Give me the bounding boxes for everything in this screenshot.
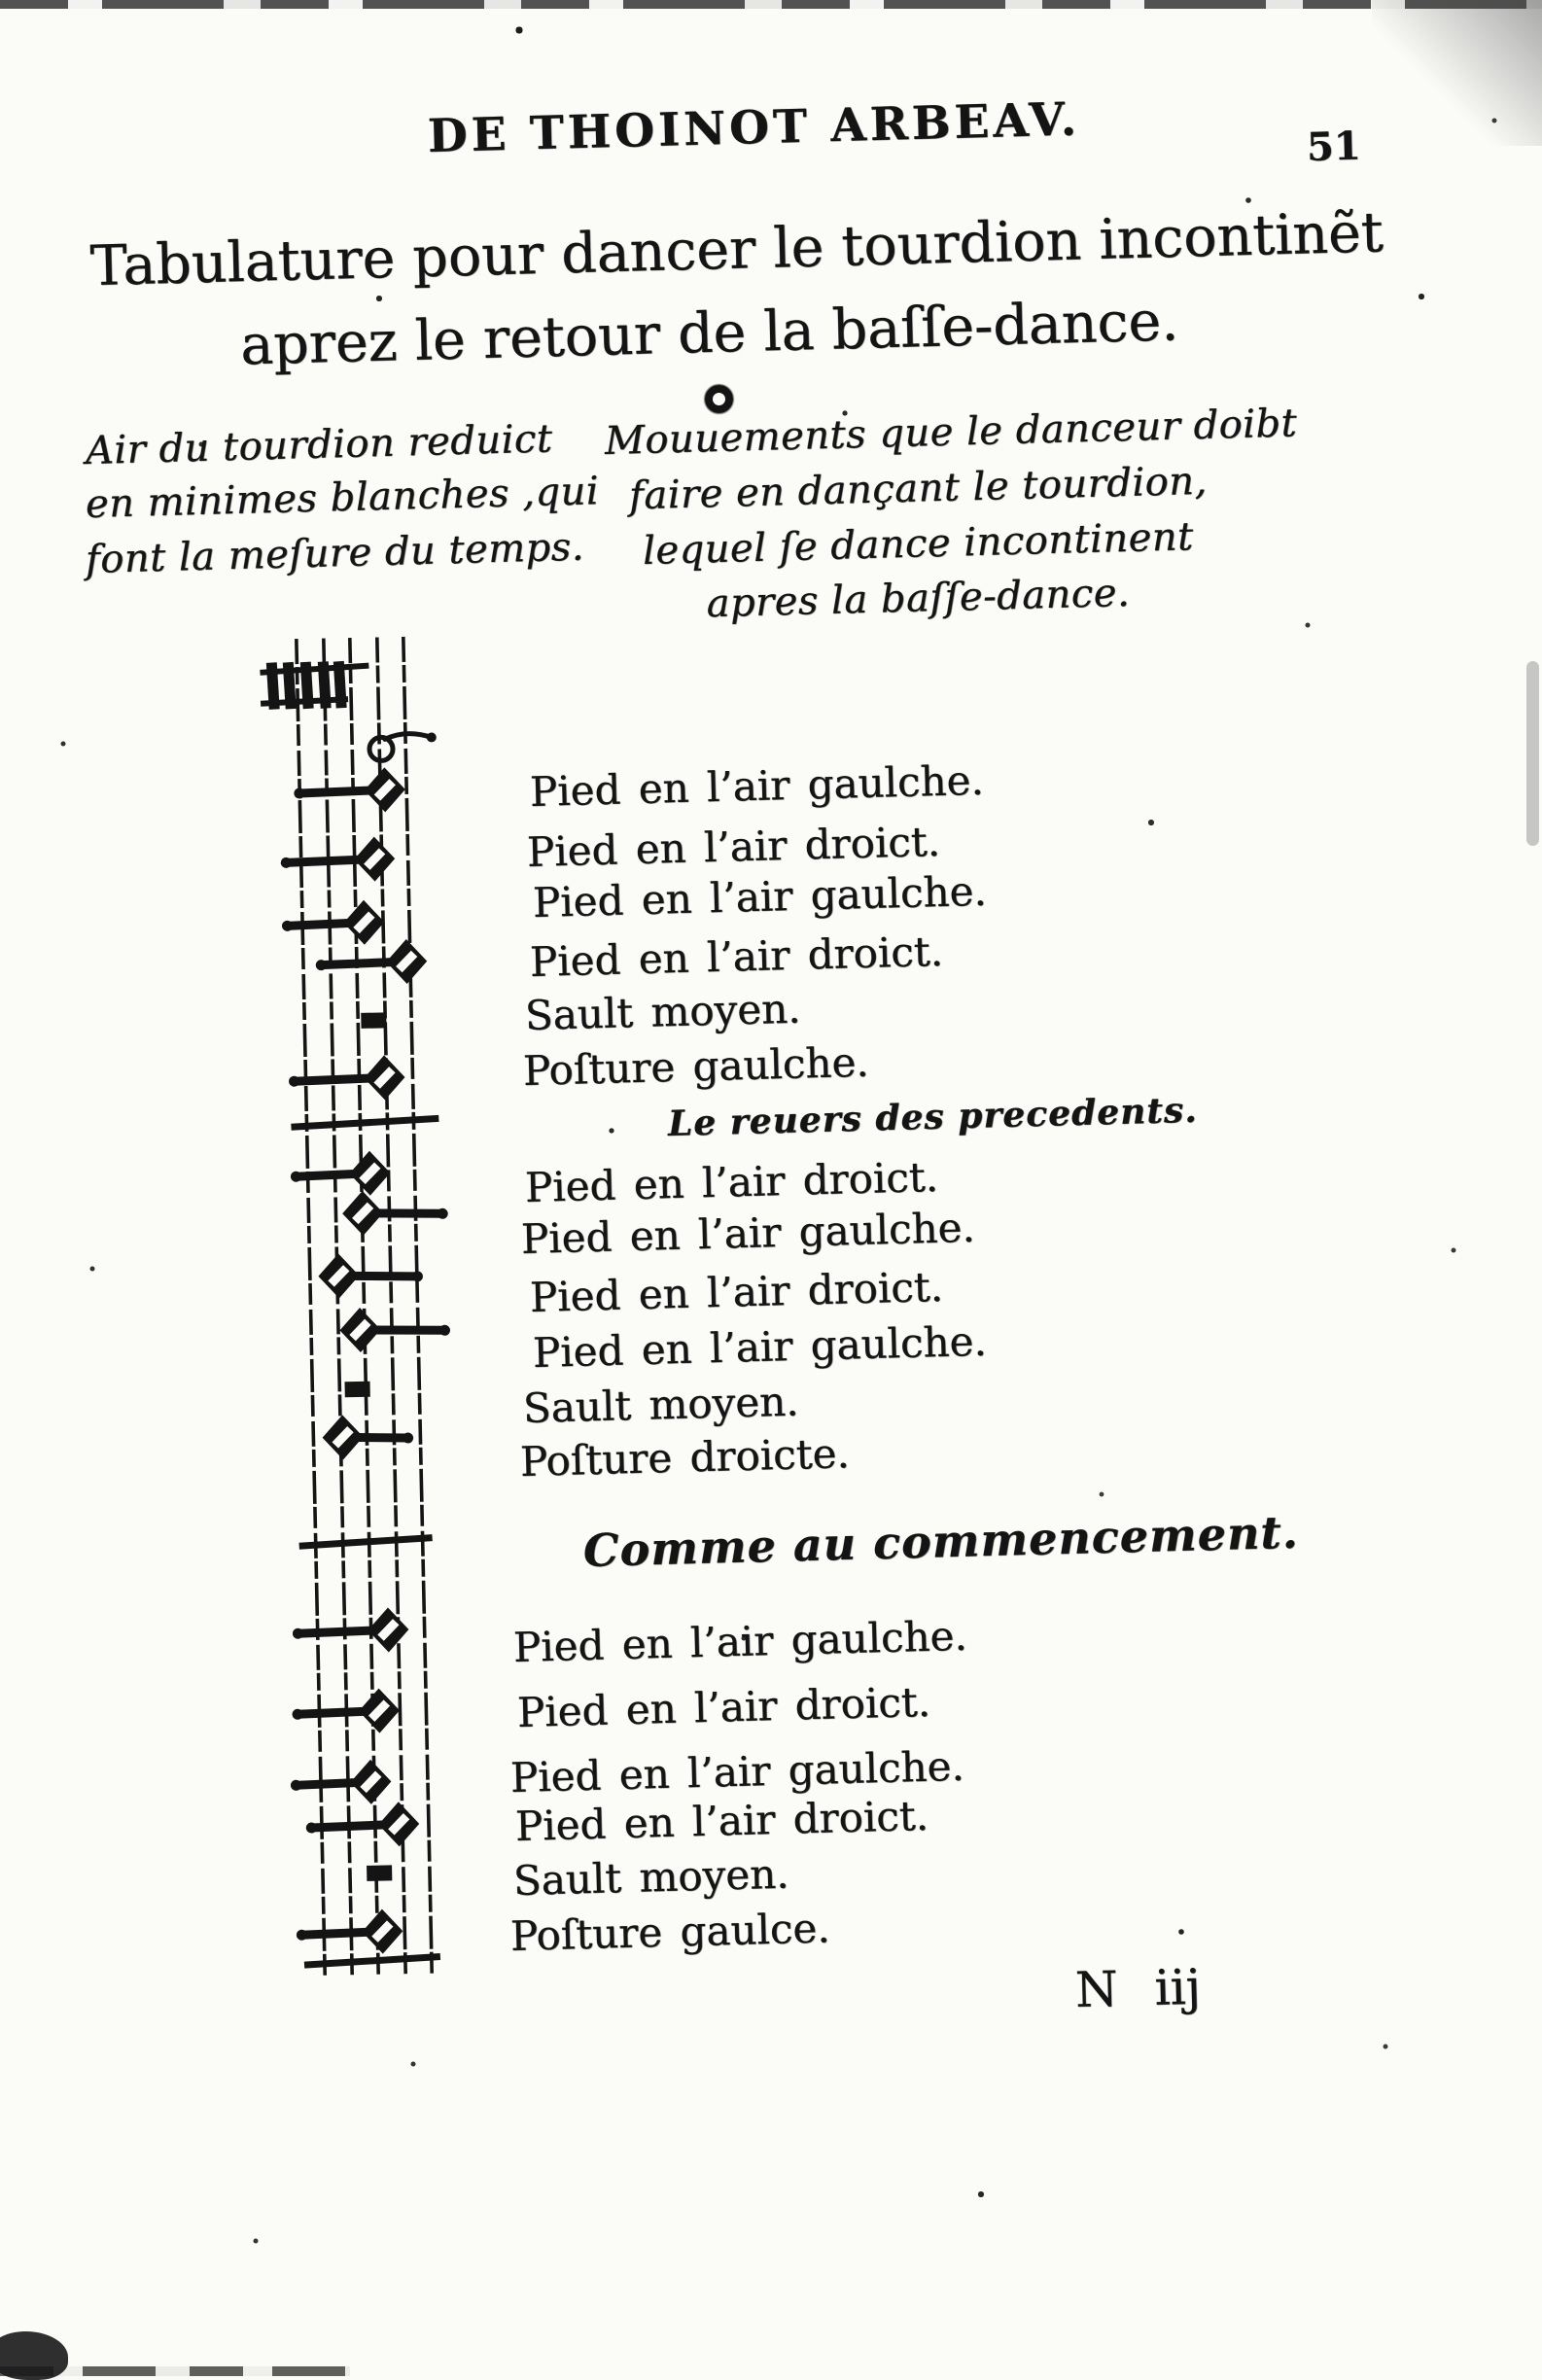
step-line: Pied en l’air droict. [529,927,944,986]
scan-right-edge-mark [1526,661,1539,846]
music-tabulature-staff [247,609,468,2003]
page-title-line-2: aprez le retour de la baſſe-dance. [239,289,1180,378]
column-left-line: Air du tourdion reduict [85,416,553,473]
column-left-line: en minimes blanches ,qui [85,469,600,527]
step-line: Pied en l’air droict. [516,1677,931,1736]
column-right-line: Mouuements que le danceur doibt [604,401,1298,464]
minim-rest [361,1012,386,1028]
step-line: Pied en l’air gaulche. [532,866,988,927]
step-line: Pied en l’air droict. [526,817,941,876]
signature-block-bar [338,661,341,708]
step-line: Pied en l’air droict. [514,1791,929,1850]
signature-block-bar [305,662,308,709]
column-right-line: faire en dançant le tourdion, [628,458,1209,519]
reprise-heading: Le reuers des precedents. [667,1089,1199,1144]
signature-block-bar [323,662,326,709]
step-line: Pied en l’air gaulche. [529,755,985,816]
step-line: Pied en l’air droict. [524,1152,939,1211]
signature-block-bar [271,663,274,710]
step-line: Pied en l’air droict. [529,1262,944,1321]
scan-corner-smudge [1372,0,1542,146]
step-line: Poſture droicte. [519,1429,851,1486]
reprise-heading: Comme au commencement. [582,1505,1300,1577]
step-line: Pied en l’air gaulche. [512,1611,968,1671]
step-line: Sault moyen. [522,1377,800,1432]
step-line: Poſture gaulche. [522,1037,870,1095]
column-right-line: lequel ſe dance incontinent [642,514,1195,574]
step-line: Pied en l’air gaulche. [520,1203,976,1263]
minim-rest [345,1382,370,1397]
step-line: Poſture gaulce. [509,1904,831,1960]
barline [299,1538,433,1547]
staff-line [403,637,432,1975]
gathering-signature-mark: N iij [1074,1958,1202,2018]
column-left-line: font la meſure du temps. [85,524,585,582]
signature-block-bar [288,662,291,709]
barline [291,1118,438,1127]
scan-speckles [0,0,2,2]
minim-rest [367,1865,392,1880]
step-line: Pied en l’air gaulche. [532,1316,988,1377]
step-line: Sault moyen. [524,984,802,1039]
printer-ornament-icon [705,385,733,413]
running-title: DE THOINOT ARBEAV. [427,92,1081,163]
scan-top-edge-artifact [0,0,1542,9]
column-right-line: apres la baſſe-dance. [706,570,1131,627]
scan-bottom-edge-artifact [0,2366,350,2376]
page-title-line-1: Tabulature pour dancer le tourdion incontinẽt [88,200,1384,299]
staff-line [297,639,325,1977]
step-line: Sault moyen. [512,1849,790,1905]
step-line: Pied en l’air gaulche. [509,1741,965,1802]
folio-number: 51 [1306,122,1362,170]
staff-line [324,638,352,1976]
mensuration-flag [385,733,432,739]
